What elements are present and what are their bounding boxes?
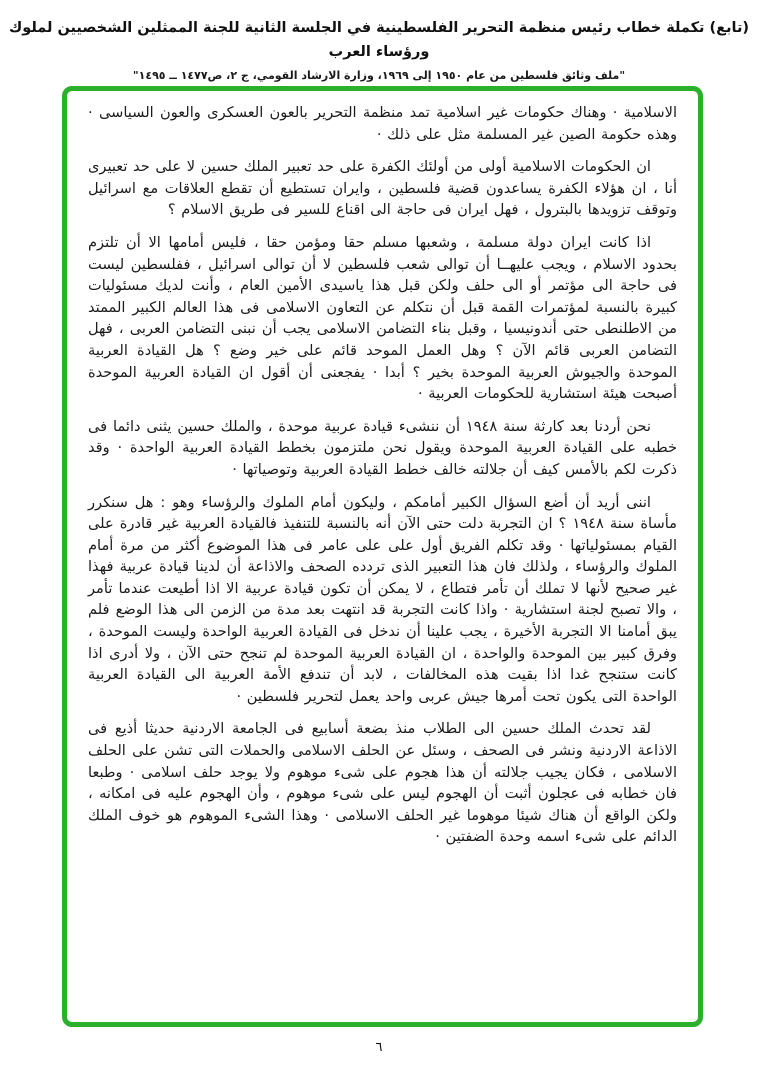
green-border-frame xyxy=(62,86,703,1027)
document-body-text xyxy=(67,91,698,848)
document-title: (تابع) تكملة خطاب رئيس منظمة التحرير الفلسطينية في الجلسة الثانية للجنة الممثلين الشخصيين لملوك ورؤساء العرب xyxy=(8,20,750,60)
paragraph: لقد تحدث الملك حسين الى الطلاب منذ بضعة أسابيع فى الجامعة الاردنية حديثا أذيع فى الاذاعة الاردنية ونشر فى الصحف ، وسئل عن الحلف الاسلامى والحملات التى تشن على الحلف الاسلامى ، فكان يجيب جلالته أن هذا هجوم على شىء موهوم ولا يوجد حلف اسلامى · وطبعا فان خطابه فى عجلون أثبت أن الهجوم ليس على شىء موهوم ، وأن الهجوم عليه فى امكانه ، ولكن الواقع أن هناك شيئا موهوما غير الحلف الاسلامى · وهذا الشىء الموهوم هو خوف الملك الدائم على شىء اسمه وحدة الضفتين · xyxy=(88,720,677,846)
paragraph: اننى أريد أن أضع السؤال الكبير أمامكم ، وليكون أمام الملوك والرؤساء وهو : هل سنكرر مأساة سنة ١٩٤٨ ؟ ان التجربة دلت حتى الآن أنه بالنسبة للتنفيذ فالقيادة العربية غير قادرة على القيام بمسئولياتها · وقد تكلم الفريق أول على على عامر فى هذا الموضوع أكثر من مرة أمام الملوك والرؤساء ، ولذلك فان هذا التعبير الذى تردده الصحف والاذاعة أن لدينا قيادة عربية فهذا غير صحيح لأنها لا تملك أن تأمر فتطاع ، لا يمكن أن تكون قيادة عربية الا اذا أطيعت عندما تأمر ، والا تصبح لجنة استشارية · واذا كانت التجربة قد انتهت بعد مدة من الزمن الى هذا الوضع فلم يبق أمامنا الا التجربة الأخيرة ، يجب علينا أن ندخل فى القيادة العربية الواحدة وليست الموحدة ، وفرق كبير بين الموحدة والواحدة ، ان القيادة العربية الموحدة لم تنجح حتى الآن ، ولا أدرى اذا كانت ستنجح غدا اذا بقيت هذه المخالفات ، لابد أن تندفع الأمة العربية الى القيادة العربية الواحدة التى يكون تحت أمرها جيش عربى واحد يعمل لتحرير فلسطين · xyxy=(88,493,677,705)
paragraph: نحن أردنا بعد كارثة سنة ١٩٤٨ أن ننشىء قيادة عربية موحدة ، والملك حسين يثنى دائما فى خطبه على القيادة العربية الموحدة ويقول نحن ملتزمون بخطط القيادة العربية الواحدة · وقد ذكرت لكم بالأمس كيف أن جلالته خالف خطط القيادة العربية وتوصياتها · xyxy=(88,417,677,478)
document-source-citation: "ملف وثائق فلسطين من عام ١٩٥٠ إلى ١٩٦٩، وزارة الارشاد القومي، ج ٢، ص١٤٧٧ ــ ١٤٩٥" xyxy=(132,69,626,82)
paragraph: اذا كانت ايران دولة مسلمة ، وشعبها مسلم حقا ومؤمن حقا ، فليس أمامها الا أن تلتزم بحدود الاسلام ، ويجب عليهــا أن توالى شعب فلسطين لا أن توالى اسرائيل ، ففلسطين ليست فى حاجة الى مؤتمر أو الى حلف ولكن قبل هذا ياسيدى الأمين العام ، وأنت لديك مسئوليات كبيرة بالنسبة لمؤتمرات القمة قبل أن نتكلم عن التعاون الاسلامى فى هذا العالم الكبير الممتد من الاطلنطى حتى أندونيسيا ، وقبل بناء التضامن الاسلامى يجب أن نبنى التضامن العربى ، فهل التضامن العربى قائم الآن ؟ وهل العمل الموحد قائم على خير وضع ؟ هل القيادة العربية الموحدة والجيوش العربية الموحدة بخير ؟ أبدا · يفجعنى أن أقول ان القيادة العربية الموحدة أصبحت هيئة استشارية للحكومات العربية · xyxy=(88,233,677,403)
page-number: ٦ xyxy=(375,1040,383,1055)
paragraph: ان الحكومات الاسلامية أولى من أولئك الكفرة على حد تعبير الملك حسين لا على حد تعبيرى أنا ، ان هؤلاء الكفرة يساعدون قضية فلسطين ، وايران تستطيع أن تقطع العلاقات مع اسرائيل وتوقف تزويدها بالبترول ، فهل ايران فى حاجة الى اقناع للسير فى طريق الاسلام ؟ xyxy=(88,158,677,219)
page-header xyxy=(0,16,758,83)
paragraph: الاسلامية · وهناك حكومات غير اسلامية تمد منظمة التحرير بالعون العسكرى والعون السياسى · وهذه حكومة الصين غير المسلمة مثل على ذلك · xyxy=(88,104,677,143)
